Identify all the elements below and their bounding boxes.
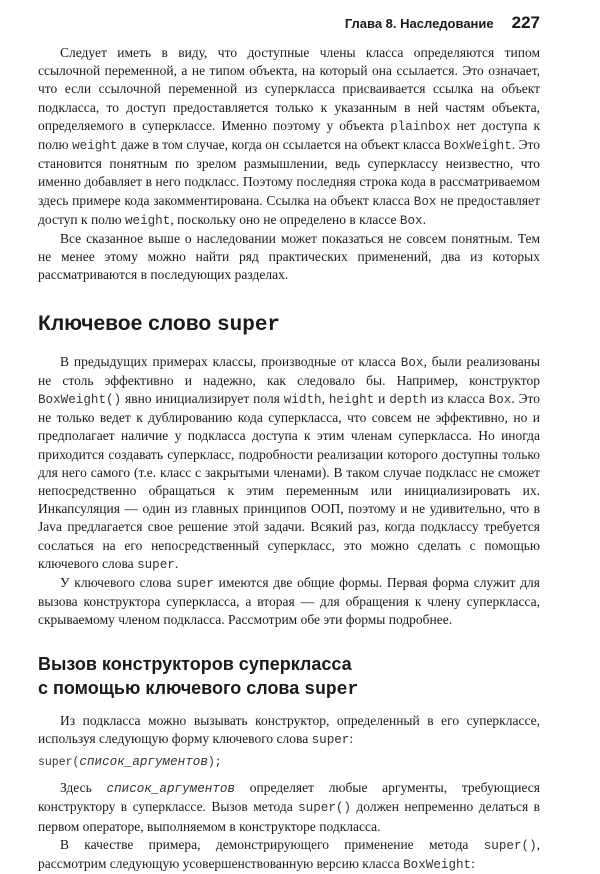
text-run: из класса — [427, 391, 489, 407]
code-weight: weight — [72, 139, 118, 154]
heading-text: Ключевое слово — [38, 311, 218, 335]
paragraph-argument-list — [38, 779, 540, 836]
text-run: , — [321, 391, 329, 407]
text-run: имеются две общие формы. Первая форма служит для вызова конструктора суперкласса, а вторая — для обращения к члену суперкласса, скрываемому членом подкласса. Рассмотрим обе эти формы подробнее. — [38, 575, 541, 628]
running-header — [38, 13, 540, 33]
code-boxweight: BoxWeight — [403, 857, 472, 872]
text-run: : — [349, 730, 354, 746]
code-width: width — [283, 393, 322, 408]
code-argument-placeholder: список_аргументов — [79, 755, 208, 770]
code-super: super — [137, 557, 175, 572]
code-text: ); — [207, 756, 222, 770]
code-text: super( — [38, 756, 80, 770]
text-run: , были реализованы не столь эффективно и надежно, как следовало бы. Например, конструктор — [38, 353, 540, 388]
text-run: не предоставляет доступ к полю — [38, 192, 540, 227]
code-box: Box — [413, 194, 437, 209]
heading-line-2-text: с помощью ключевого слова — [38, 677, 305, 698]
text-run: , поскольку оно не определено в классе — [170, 211, 400, 227]
page-content — [38, 44, 540, 874]
code-weight: weight — [124, 213, 171, 228]
text-run: В качестве примера, демонстрирующего применение метода — [60, 836, 484, 852]
heading-line-1: Вызов конструкторов суперкласса — [38, 653, 352, 674]
text-run: определяет любые аргументы, требующиеся конструктору в суперклассе. Вызов метода — [38, 780, 541, 815]
text-run: и — [374, 391, 390, 407]
text-run: . — [422, 211, 426, 227]
paragraph-super-intro — [38, 353, 540, 574]
code-height: height — [328, 393, 375, 408]
code-box: Box — [399, 213, 423, 228]
text-run: Из подкласса можно вызывать конструктор, определенный в его суперклассе, используя следующую форму ключевого слова — [38, 712, 540, 746]
text-run: нет доступа к полю — [38, 117, 541, 153]
text-run: должен непременно делаться в первом операторе, выполняемом в конструкторе подкласса. — [38, 799, 540, 834]
code-plainbox: plainbox — [390, 119, 451, 134]
code-super: super — [176, 577, 214, 592]
paragraph-super-forms — [38, 574, 540, 630]
text-run: даже в том случае, когда он ссылается на объект класса — [117, 137, 444, 153]
paragraph-call-constructor — [38, 712, 540, 749]
code-boxweight: BoxWeight — [443, 139, 512, 154]
heading-code: super — [217, 313, 281, 337]
text-run: : — [471, 855, 475, 871]
heading-line-2-code: super — [304, 679, 359, 700]
code-super-call: super() — [298, 801, 352, 816]
paragraph-summary: Все сказанное выше о наследовании может показаться не совсем понятным. Тем не менее этому можно найти ряд практических применений, два из которых рассматриваются в последующих разделах. — [38, 231, 540, 283]
paragraph-reference-types — [38, 44, 540, 230]
text-run: . Это не только ведет к дублированию кода суперкласса, что совсем не эффективно, но и предполагает наличие у подкласса доступа к этим членам суперкласса. Но иногда приходится создавать суперкласс, подробности реализации которого доступны только для него самого (т.е. класс с закрытыми членами). В таком случае подкласс не сможет непосредственно обращаться к этим переменным или инициализировать их. Инкапсуляция — один из главных принципов ООП, поэтому и не удивительно, что в Java предлагается свое решение этой задачи. Всякий раз, когда подклассу требуется сослаться на его непосредственный суперкласс, это можно сделать с помощью ключевого слова — [38, 391, 540, 571]
text-run: явно инициализирует поля — [121, 391, 284, 407]
text-run: У ключевого слова — [60, 575, 177, 591]
text-run: Здесь — [60, 780, 107, 796]
text-run: . Это становится понятным по зрелом размышлении, ведь суперклассу неизвестно, что именно добавляет в него подкласс. Поэтому последняя строка кода в рассматриваемом здесь примере кода закомментирована. Ссылка на объект класса — [38, 137, 540, 208]
code-depth: depth — [389, 393, 427, 408]
code-argument-placeholder: список_аргументов — [106, 782, 235, 797]
code-box: Box — [400, 355, 424, 370]
code-super: super — [311, 732, 350, 747]
subsection-heading-constructors — [38, 652, 540, 702]
chapter-title: Глава 8. Наследование — [344, 16, 494, 31]
page-number: 227 — [511, 13, 540, 32]
text-run: В предыдущих примерах классы, производные от класса — [60, 353, 401, 369]
section-heading-super — [38, 311, 540, 339]
code-boxweight-ctor: BoxWeight() — [38, 393, 122, 408]
text-run: Следует иметь в виду, что доступные члены класса определяются типом ссылочной переменной, а не типом объекта, на который она ссылается. Это означает, что если ссылочной переменной из суперкласса присваивается ссылка на объект подкласса, то доступ предоставляется только к указанным в ней частям объекта, определяемого в суперклассе. Именно поэтому у объекта — [38, 45, 540, 133]
text-run: , рассмотрим следующую усовершенствованную версию класса — [38, 836, 540, 871]
text-run: . — [174, 555, 179, 571]
code-box: Box — [488, 393, 512, 408]
code-example-super-call — [38, 755, 540, 769]
paragraph-example-intro — [38, 836, 540, 874]
code-super-call: super() — [483, 838, 537, 853]
